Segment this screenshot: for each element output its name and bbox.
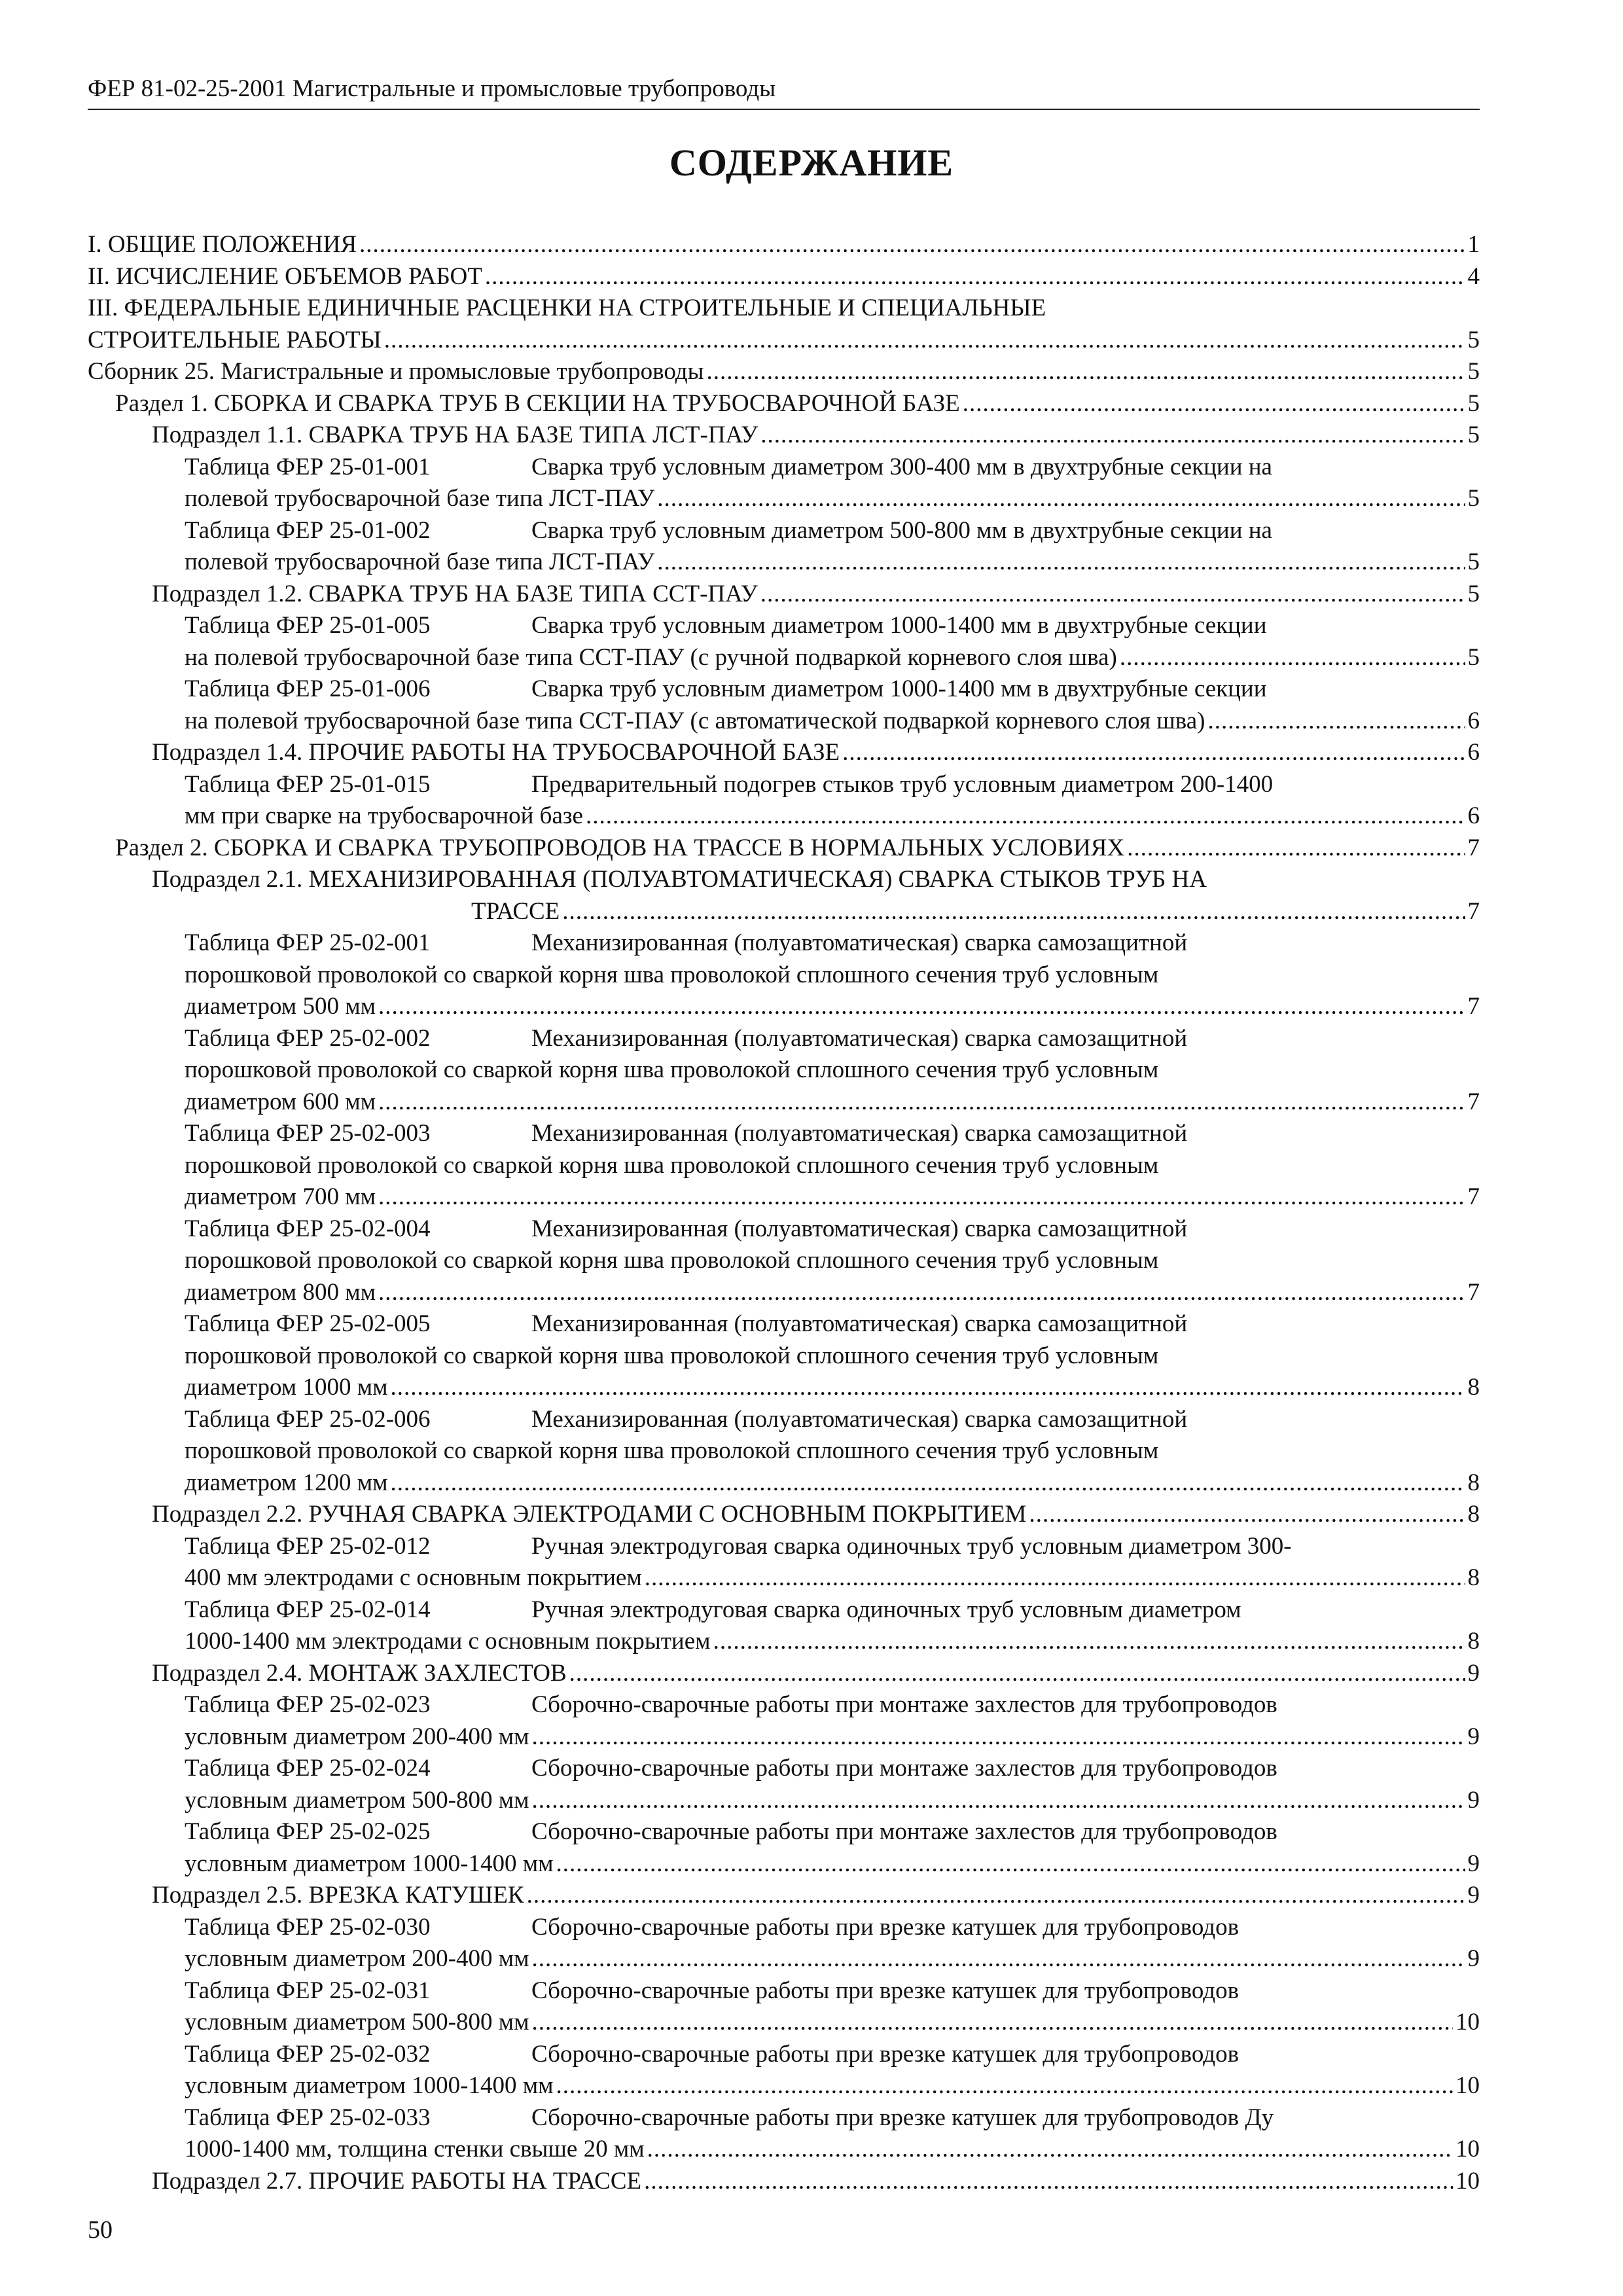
running-header: ФЕР 81-02-25-2001 Магистральные и промысловые трубопроводы bbox=[88, 73, 1480, 110]
toc-entry[interactable] bbox=[88, 2166, 1480, 2198]
toc-entry-text: СТРОИТЕЛЬНЫЕ РАБОТЫ bbox=[88, 326, 382, 353]
toc-entry[interactable] bbox=[88, 1658, 1480, 1690]
toc-table-code: Таблица ФЕР 25-02-006 bbox=[185, 1405, 431, 1433]
toc-entry-text: ТРАССЕ bbox=[471, 897, 560, 925]
dot-leader bbox=[657, 547, 1465, 579]
toc-entry-text: диаметром 800 мм bbox=[185, 1278, 376, 1306]
toc-table-code: Таблица ФЕР 25-02-023 bbox=[185, 1691, 431, 1718]
toc-entry-text: условным диаметром 500-800 мм bbox=[185, 1786, 529, 1814]
toc-table-code: Таблица ФЕР 25-02-004 bbox=[185, 1215, 431, 1242]
toc-page-number: 4 bbox=[1467, 262, 1480, 290]
dot-leader bbox=[378, 1181, 1465, 1213]
toc-page-number: 8 bbox=[1467, 1469, 1480, 1496]
toc-page-number: 8 bbox=[1467, 1374, 1480, 1401]
toc-entry-text: условным диаметром 200-400 мм bbox=[185, 1723, 529, 1750]
toc-page-number: 9 bbox=[1467, 1659, 1480, 1687]
toc-entry-text: 1000-1400 мм, толщина стенки свыше 20 мм bbox=[185, 2136, 645, 2162]
toc-table-code: Таблица ФЕР 25-02-032 bbox=[185, 2040, 431, 2068]
toc-entry-text: Подраздел 1.4. ПРОЧИЕ РАБОТЫ НА ТРУБОСВАРОЧНОЙ БАЗЕ bbox=[152, 739, 840, 766]
toc-page-number: 9 bbox=[1467, 1882, 1480, 1909]
toc-entry[interactable] bbox=[88, 864, 1480, 927]
dot-leader bbox=[532, 1721, 1465, 1753]
toc-entry-text: порошковой проволокой со сваркой корня шва проволокой сплошного сечения труб условным bbox=[185, 961, 1159, 988]
toc-entry[interactable] bbox=[88, 1404, 1480, 1499]
toc-entry[interactable] bbox=[88, 452, 1480, 515]
toc-entry-text: Раздел 1. СБОРКА И СВАРКА ТРУБ В СЕКЦИИ НА ТРУБОСВАРОЧНОЙ БАЗЕ bbox=[115, 389, 960, 417]
toc-entry-text: мм при сварке на трубосварочной базе bbox=[185, 802, 583, 829]
dot-leader bbox=[556, 2070, 1453, 2102]
toc-page-number: 5 bbox=[1467, 485, 1480, 512]
toc-entry[interactable] bbox=[88, 261, 1480, 293]
toc-entry-text: Подраздел 2.2. РУЧНАЯ СВАРКА ЭЛЕКТРОДАМИ С ОСНОВНЫМ ПОКРЫТИЕМ bbox=[152, 1501, 1027, 1528]
toc-entry-text: условным диаметром 200-400 мм bbox=[185, 1945, 529, 1972]
dot-leader bbox=[760, 420, 1465, 452]
toc-entry[interactable] bbox=[88, 673, 1480, 737]
toc-entry-text: диаметром 700 мм bbox=[185, 1183, 376, 1210]
toc-entry-text: Сборочно-сварочные работы при монтаже захлестов для трубопроводов bbox=[531, 1755, 1277, 1782]
toc-entry-text: Механизированная (полуавтоматическая) сварка самозащитной bbox=[531, 1120, 1188, 1147]
toc-entry-text: Подраздел 2.4. МОНТАЖ ЗАХЛЕСТОВ bbox=[152, 1659, 567, 1687]
toc-entry-text: Механизированная (полуавтоматическая) сварка самозащитной bbox=[531, 1024, 1188, 1052]
toc-entry-text: Сборочно-сварочные работы при врезке катушек для трубопроводов bbox=[531, 1977, 1240, 2004]
toc-page-number: 8 bbox=[1467, 1628, 1480, 1655]
dot-leader bbox=[391, 1372, 1465, 1404]
toc-entry-text: Подраздел 2.1. МЕХАНИЗИРОВАННАЯ (ПОЛУАВТОМАТИЧЕСКАЯ) СВАРКА СТЫКОВ ТРУБ НА bbox=[152, 866, 1207, 893]
toc-entry[interactable] bbox=[88, 1118, 1480, 1213]
toc-entry-text: порошковой проволокой со сваркой корня шва проволокой сплошного сечения труб условным bbox=[185, 1437, 1159, 1464]
toc-page-number: 1 bbox=[1467, 231, 1480, 258]
toc-entry-text: III. ФЕДЕРАЛЬНЫЕ ЕДИНИЧНЫЕ РАСЦЕНКИ НА СТРОИТЕЛЬНЫЕ И СПЕЦИАЛЬНЫЕ bbox=[88, 295, 1046, 321]
toc-entry[interactable] bbox=[88, 356, 1480, 388]
toc-table-code: Таблица ФЕР 25-02-005 bbox=[185, 1310, 431, 1337]
dot-leader bbox=[963, 388, 1465, 420]
toc-table-code: Таблица ФЕР 25-02-024 bbox=[185, 1755, 431, 1782]
toc-table-code: Таблица ФЕР 25-01-015 bbox=[185, 770, 431, 798]
dot-leader bbox=[532, 1785, 1465, 1817]
toc-entry[interactable] bbox=[88, 1308, 1480, 1404]
dot-leader bbox=[1029, 1499, 1465, 1531]
dot-leader bbox=[569, 1658, 1465, 1690]
toc-entry-text: порошковой проволокой со сваркой корня шва проволокой сплошного сечения труб условным bbox=[185, 1342, 1159, 1369]
toc-entry-text: Сборник 25. Магистральные и промысловые трубопроводы bbox=[88, 358, 704, 385]
toc-page-number: 5 bbox=[1467, 389, 1480, 417]
toc-entry[interactable] bbox=[88, 2102, 1480, 2166]
dot-leader bbox=[842, 737, 1465, 769]
toc-table-code: Таблица ФЕР 25-02-014 bbox=[185, 1596, 431, 1623]
toc-entry-text: II. ИСЧИСЛЕНИЕ ОБЪЕМОВ РАБОТ bbox=[88, 262, 482, 290]
toc-page-number: 10 bbox=[1455, 2009, 1480, 2036]
toc-page-number: 6 bbox=[1467, 707, 1480, 734]
dot-leader bbox=[378, 1086, 1465, 1119]
toc-entry-text: Подраздел 2.7. ПРОЧИЕ РАБОТЫ НА ТРАССЕ bbox=[152, 2167, 642, 2195]
dot-leader bbox=[359, 229, 1465, 261]
toc-entry-text: полевой трубосварочной базе типа ЛСТ-ПАУ bbox=[185, 485, 655, 512]
dot-leader bbox=[384, 325, 1465, 357]
toc-table-code: Таблица ФЕР 25-02-025 bbox=[185, 1818, 431, 1845]
toc-page-number: 8 bbox=[1467, 1564, 1480, 1591]
toc-entry-text: на полевой трубосварочной базе типа ССТ-ПАУ (с ручной подваркой корневого слоя шва) bbox=[185, 643, 1117, 671]
dot-leader bbox=[1127, 833, 1465, 865]
toc-page-number: 7 bbox=[1467, 834, 1480, 861]
toc-entry[interactable] bbox=[88, 1975, 1480, 2039]
toc-entry-text: порошковой проволокой со сваркой корня шва проволокой сплошного сечения труб условным bbox=[185, 1247, 1159, 1274]
toc-page-number: 5 bbox=[1467, 580, 1480, 607]
toc-entry-text: порошковой проволокой со сваркой корня шва проволокой сплошного сечения труб условным bbox=[185, 1056, 1159, 1083]
toc-table-code: Таблица ФЕР 25-02-033 bbox=[185, 2104, 431, 2131]
toc-entry[interactable] bbox=[88, 388, 1480, 420]
toc-entry-text: Подраздел 2.5. ВРЕЗКА КАТУШЕК bbox=[152, 1882, 524, 1909]
dot-leader bbox=[706, 356, 1465, 388]
dot-leader bbox=[657, 483, 1465, 515]
toc-entry-text: Сварка труб условным диаметром 300-400 мм в двухтрубные секции на bbox=[531, 453, 1272, 480]
toc-table-code: Таблица ФЕР 25-02-002 bbox=[185, 1024, 431, 1052]
toc-entry[interactable] bbox=[88, 769, 1480, 833]
toc-entry-text: Сварка труб условным диаметром 500-800 мм в двухтрубные секции на bbox=[531, 516, 1272, 544]
toc-entry-text: I. ОБЩИЕ ПОЛОЖЕНИЯ bbox=[88, 231, 357, 258]
toc-page-number: 5 bbox=[1467, 358, 1480, 385]
dot-leader bbox=[760, 579, 1465, 611]
toc-entry[interactable] bbox=[88, 610, 1480, 673]
toc-entry[interactable] bbox=[88, 229, 1480, 261]
toc-entry[interactable] bbox=[88, 1753, 1480, 1816]
dot-leader bbox=[378, 1277, 1465, 1309]
toc-entry-text: 1000-1400 мм электродами с основным покрытием bbox=[185, 1628, 711, 1655]
dot-leader bbox=[586, 800, 1465, 833]
dot-leader bbox=[644, 2166, 1453, 2198]
toc-page-number: 9 bbox=[1467, 1786, 1480, 1814]
toc-entry-text: Механизированная (полуавтоматическая) сварка самозащитной bbox=[531, 929, 1188, 956]
dot-leader bbox=[532, 1943, 1465, 1975]
toc-entry-text: Сборочно-сварочные работы при монтаже захлестов для трубопроводов bbox=[531, 1818, 1277, 1845]
toc-entry[interactable] bbox=[88, 833, 1480, 865]
toc-table-code: Таблица ФЕР 25-02-003 bbox=[185, 1120, 431, 1147]
toc-entry-text: диаметром 1200 мм bbox=[185, 1469, 388, 1496]
toc-page-number: 7 bbox=[1467, 1278, 1480, 1306]
toc-entry-text: на полевой трубосварочной базе типа ССТ-ПАУ (с автоматической подваркой корневого слоя шва) bbox=[185, 707, 1205, 734]
dot-leader bbox=[391, 1467, 1465, 1499]
toc-entry-text: диаметром 1000 мм bbox=[185, 1374, 388, 1401]
toc-page-number: 5 bbox=[1467, 422, 1480, 448]
toc-page-number: 10 bbox=[1455, 2136, 1480, 2162]
toc-entry[interactable] bbox=[88, 515, 1480, 579]
toc-entry-text: условным диаметром 1000-1400 мм bbox=[185, 2072, 554, 2099]
dot-leader bbox=[1120, 642, 1465, 674]
toc-page-number: 10 bbox=[1455, 2167, 1480, 2195]
toc-entry[interactable] bbox=[88, 1880, 1480, 1912]
toc-entry[interactable] bbox=[88, 2039, 1480, 2102]
toc-entry[interactable] bbox=[88, 1816, 1480, 1880]
toc-page-number: 5 bbox=[1467, 326, 1480, 353]
toc-entry[interactable] bbox=[88, 1689, 1480, 1753]
toc-page-number: 5 bbox=[1467, 643, 1480, 671]
toc-table-code: Таблица ФЕР 25-02-012 bbox=[185, 1532, 431, 1560]
toc-entry[interactable] bbox=[88, 737, 1480, 769]
toc-entry-text: Сварка труб условным диаметром 1000-1400 мм в двухтрубные секции bbox=[531, 675, 1267, 702]
dot-leader bbox=[713, 1626, 1465, 1658]
toc-entry[interactable] bbox=[88, 579, 1480, 611]
toc-table-code: Таблица ФЕР 25-02-001 bbox=[185, 929, 431, 956]
toc-entry[interactable] bbox=[88, 1213, 1480, 1309]
toc-page-number: 9 bbox=[1467, 1945, 1480, 1972]
toc-entry[interactable] bbox=[88, 1499, 1480, 1531]
toc-table-code: Таблица ФЕР 25-02-031 bbox=[185, 1977, 431, 2004]
toc-page-number: 9 bbox=[1467, 1723, 1480, 1750]
toc-entry[interactable] bbox=[88, 1531, 1480, 1594]
toc-entry-text: Раздел 2. СБОРКА И СВАРКА ТРУБОПРОВОДОВ НА ТРАССЕ В НОРМАЛЬНЫХ УСЛОВИЯХ bbox=[115, 834, 1125, 861]
toc-entry[interactable] bbox=[88, 1594, 1480, 1658]
toc-entry[interactable] bbox=[88, 1912, 1480, 1975]
toc-entry-text: Ручная электродуговая сварка одиночных труб условным диаметром 300- bbox=[531, 1532, 1292, 1560]
toc-page-number: 6 bbox=[1467, 739, 1480, 766]
toc-entry-text: Механизированная (полуавтоматическая) сварка самозащитной bbox=[531, 1215, 1188, 1242]
toc-table-code: Таблица ФЕР 25-01-001 bbox=[185, 453, 431, 480]
toc-page-number: 10 bbox=[1455, 2072, 1480, 2099]
toc-table-code: Таблица ФЕР 25-01-005 bbox=[185, 612, 431, 639]
toc-entry-text: Сборочно-сварочные работы при врезке катушек для трубопроводов bbox=[531, 1913, 1240, 1941]
toc-table-code: Таблица ФЕР 25-02-030 bbox=[185, 1913, 431, 1941]
toc-entry[interactable] bbox=[88, 420, 1480, 452]
toc-entry-text: Подраздел 1.2. СВАРКА ТРУБ НА БАЗЕ ТИПА ССТ-ПАУ bbox=[152, 580, 758, 607]
dot-leader bbox=[532, 2007, 1453, 2039]
toc-page-number: 6 bbox=[1467, 802, 1480, 829]
toc-page-number: 7 bbox=[1467, 1088, 1480, 1115]
dot-leader bbox=[378, 991, 1465, 1023]
toc-entry-text: 400 мм электродами с основным покрытием bbox=[185, 1564, 642, 1591]
toc-entry-text: диаметром 500 мм bbox=[185, 993, 376, 1020]
toc-entry-text: условным диаметром 1000-1400 мм bbox=[185, 1850, 554, 1877]
toc-entry-text: диаметром 600 мм bbox=[185, 1088, 376, 1115]
toc-page-number: 7 bbox=[1467, 1183, 1480, 1210]
toc-entry-text: Сборочно-сварочные работы при врезке катушек для трубопроводов Ду bbox=[531, 2104, 1274, 2131]
toc-entry-text: Предварительный подогрев стыков труб условным диаметром 200-1400 bbox=[531, 770, 1274, 798]
toc-entry-text: Сборочно-сварочные работы при врезке катушек для трубопроводов bbox=[531, 2040, 1240, 2068]
toc-entry[interactable] bbox=[88, 927, 1480, 1023]
toc-page-number: 9 bbox=[1467, 1850, 1480, 1877]
toc-entry-text: Механизированная (полуавтоматическая) сварка самозащитной bbox=[531, 1310, 1188, 1337]
dot-leader bbox=[645, 1562, 1465, 1594]
toc-page-number: 7 bbox=[1467, 897, 1480, 925]
dot-leader bbox=[647, 2134, 1453, 2166]
toc-entry-text: полевой трубосварочной базе типа ЛСТ-ПАУ bbox=[185, 548, 655, 575]
toc-page-number: 8 bbox=[1467, 1501, 1480, 1528]
toc-entry-text: Сварка труб условным диаметром 1000-1400 мм в двухтрубные секции bbox=[531, 612, 1267, 639]
page-number: 50 bbox=[88, 2216, 113, 2244]
dot-leader bbox=[527, 1880, 1465, 1912]
toc-entry-text: порошковой проволокой со сваркой корня шва проволокой сплошного сечения труб условным bbox=[185, 1151, 1159, 1179]
toc-entry[interactable] bbox=[88, 1023, 1480, 1119]
toc-table-code: Таблица ФЕР 25-01-006 bbox=[185, 675, 431, 702]
toc-entry[interactable] bbox=[88, 293, 1480, 356]
toc-entry-text: условным диаметром 500-800 мм bbox=[185, 2009, 529, 2036]
dot-leader bbox=[562, 896, 1465, 928]
dot-leader bbox=[485, 261, 1465, 293]
toc-page-number: 5 bbox=[1467, 548, 1480, 575]
toc-entry-text: Подраздел 1.1. СВАРКА ТРУБ НА БАЗЕ ТИПА ЛСТ-ПАУ bbox=[152, 422, 758, 448]
dot-leader bbox=[556, 1848, 1465, 1880]
toc-entry-text: Сборочно-сварочные работы при монтаже захлестов для трубопроводов bbox=[531, 1691, 1277, 1718]
toc-table-code: Таблица ФЕР 25-01-002 bbox=[185, 516, 431, 544]
toc-entry-text: Механизированная (полуавтоматическая) сварка самозащитной bbox=[531, 1405, 1188, 1433]
toc-entry-text: Ручная электродуговая сварка одиночных труб условным диаметром bbox=[531, 1596, 1241, 1623]
page-title: СОДЕРЖАНИЕ bbox=[669, 141, 954, 184]
dot-leader bbox=[1207, 706, 1465, 738]
toc-page-number: 7 bbox=[1467, 993, 1480, 1020]
table-of-contents bbox=[88, 229, 1480, 2197]
